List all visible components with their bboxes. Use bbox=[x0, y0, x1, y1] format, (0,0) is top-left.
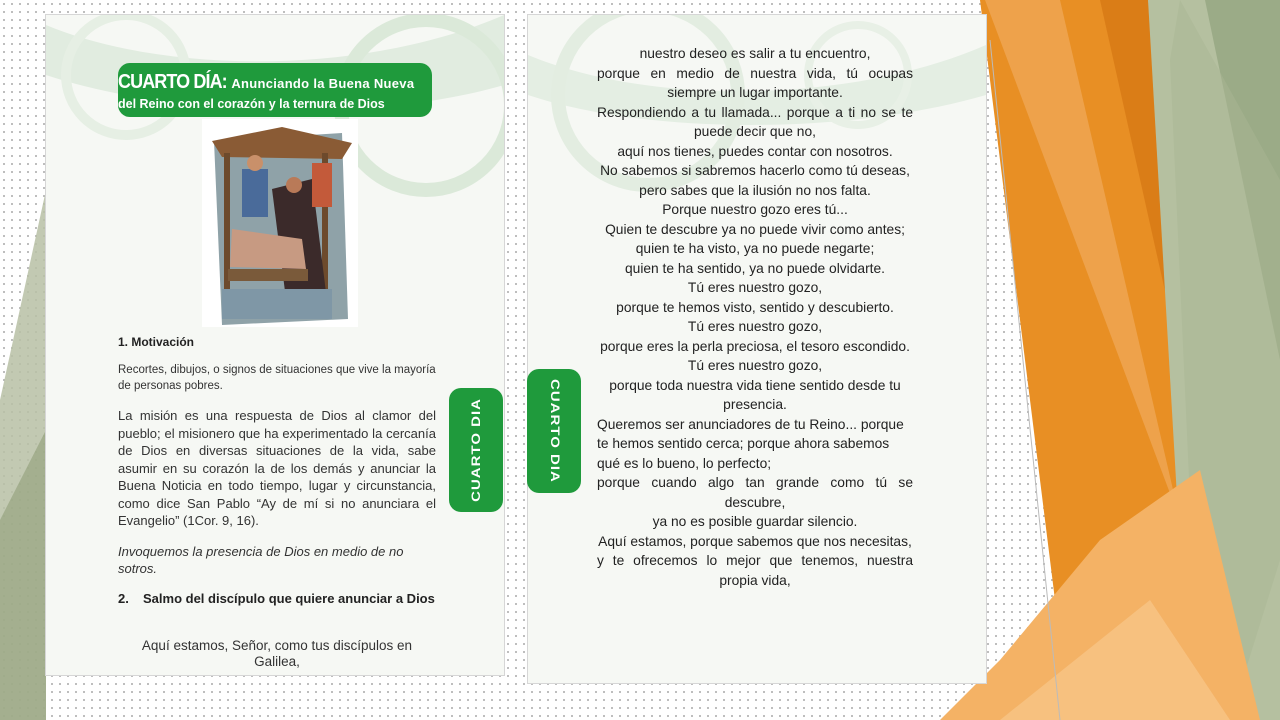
poem-line: aquí nos tienes, puedes contar con nosotros. bbox=[617, 143, 893, 159]
poem-line: y te ofrecemos lo mejor que tenemos, nuestra propia vida, bbox=[597, 553, 913, 588]
poem-line: ya no es posible guardar silencio. bbox=[652, 514, 858, 529]
side-tab-label: CUARTO DIA bbox=[547, 379, 561, 483]
poem-line: Aquí estamos, porque sabemos que nos necesitas, bbox=[598, 533, 912, 549]
poem-line: pero sabes que la ilusión no nos falta. bbox=[639, 182, 871, 198]
section-2-number: 2. bbox=[118, 591, 129, 606]
poem-line: porque te hemos visto, sentido y descubierto. bbox=[616, 299, 894, 315]
poem-line: nuestro deseo es salir a tu encuentro, bbox=[639, 46, 871, 61]
left-document-page bbox=[45, 14, 505, 676]
poem-line: Quien te descubre ya no puede vivir como antes; quien te ha visto, ya no puede negarte; bbox=[605, 221, 905, 256]
day-title-banner bbox=[118, 63, 432, 117]
day-subtitle-line1: Anunciando la Buena Nueva bbox=[231, 76, 415, 91]
cuarto-dia-side-tab-right bbox=[527, 369, 581, 493]
poem-line: Tú eres nuestro gozo, bbox=[687, 319, 823, 334]
poem-line: Respondiendo a tu llamada... porque a ti no se te puede decir que no, bbox=[597, 104, 913, 139]
psalm-poem bbox=[597, 44, 913, 590]
poem-line: Tú eres nuestro gozo, bbox=[687, 280, 823, 295]
poem-line: Porque nuestro gozo eres tú... bbox=[662, 202, 848, 217]
day-subtitle-line2: del Reino con el corazón y la ternura de Dios bbox=[118, 97, 385, 111]
poem-line: porque en medio de nuestra vida, tú ocupas siempre un lugar importante. bbox=[597, 65, 913, 100]
poem-line: Queremos ser anunciadores de tu Reino... porque te hemos sentido cerca; porque ahora sabemos qué es lo bueno, lo perfecto; bbox=[597, 416, 904, 471]
poem-line: porque toda nuestra vida tiene sentido desde tu presencia. bbox=[609, 377, 901, 412]
religious-painting-image bbox=[202, 119, 358, 327]
section-1-heading: 1. Motivación bbox=[118, 335, 195, 349]
poem-line: porque eres la perla preciosa, el tesoro escondido. Tú eres nuestro gozo, bbox=[600, 338, 910, 373]
side-tab-label: CUARTO DIA bbox=[469, 398, 483, 502]
section-1-text: Recortes, dibujos, o signos de situaciones que vive la mayoría de personas pobres. bbox=[118, 364, 436, 392]
poem-line: porque cuando algo tan grande como tú se descubre, bbox=[597, 475, 913, 510]
poem-line: No sabemos si sabremos hacerlo como tú deseas, bbox=[600, 163, 910, 178]
invocation-text: Invoquemos la presencia de Dios en medio de no sotros. bbox=[118, 544, 404, 576]
poem-line: quien te ha sentido, ya no puede olvidarte. bbox=[624, 260, 886, 276]
section-2-heading bbox=[118, 591, 436, 606]
mission-paragraph: La misión es una respuesta de Dios al clamor del pueblo; el misionero que ha experimentado la cercanía de Dios en diversas situaciones de la vida, sabe asumir en su corazón la de los demás y anunciar la Buena Noticia en todo tiempo, lugar y circunstancia, como dice San Pablo “Ay de mí si no anunciara el Evangelio” (1Cor. 9, 16). bbox=[118, 408, 436, 528]
psalm-first-line: Aquí estamos, Señor, como tus discípulos en Galilea, bbox=[141, 638, 413, 669]
cuarto-dia-side-tab-left bbox=[449, 388, 503, 512]
day-title: CUARTO DÍA: bbox=[118, 71, 227, 93]
section-2-title: Salmo del discípulo que quiere anunciar a Dios bbox=[143, 591, 435, 606]
